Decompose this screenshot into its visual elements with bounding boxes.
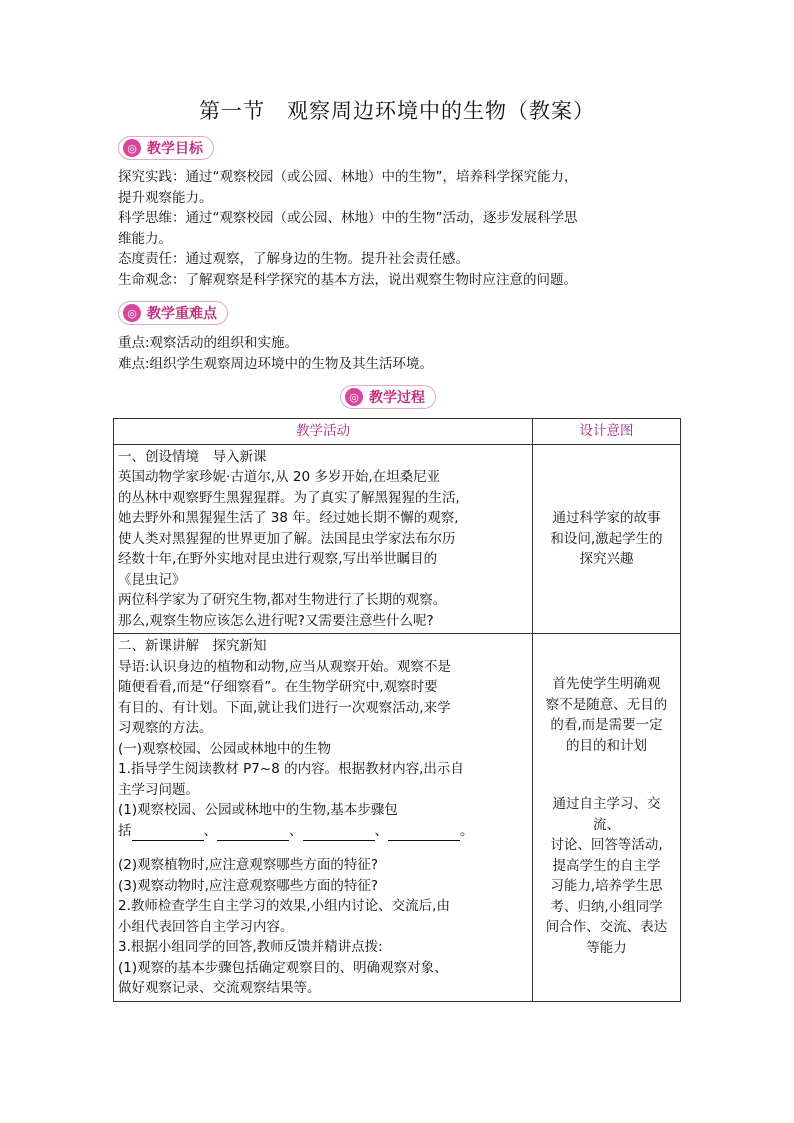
fill-blank[interactable] xyxy=(388,826,460,841)
text-line: 察不是随意、无目的 xyxy=(545,696,668,713)
text-line: 她去野外和黑猩猩生活了 38 年。经过她长期不懈的观察, xyxy=(118,510,459,526)
section-badge-icon: ◎ xyxy=(123,139,141,157)
text-line: 和设问,激起学生的 xyxy=(550,530,663,547)
section-badge-icon: ◎ xyxy=(345,388,363,406)
blank-line: 括 、 、 、 。 xyxy=(118,821,528,842)
text-line: 生命观念：了解观察是科学探究的基本方法，说出观察生物时应注意的问题。 xyxy=(118,271,577,288)
text-line: 小组代表回答自主学习内容。 xyxy=(118,918,294,935)
section-badge-icon: ◎ xyxy=(123,304,141,322)
text-line: 二、新课讲解 探究新知 xyxy=(118,638,267,654)
text-line: 使人类对黑猩猩的世界更加了解。法国昆虫学家法布尔历 xyxy=(118,530,456,547)
text-line: 探究兴趣 xyxy=(579,551,634,567)
text-line: 随便看看,而是“仔细察看”。在生物学研究中,观察时要 xyxy=(118,679,438,695)
text-line: 等能力 xyxy=(586,939,627,956)
text-line: 两位科学家为了研究生物,都对生物进行了长期的观察。 xyxy=(118,592,447,608)
text-line: 习观察的方法。 xyxy=(118,720,213,736)
text-line: 的丛林中观察野生黑猩猩群。为了真实了解黑猩猩的生活, xyxy=(118,489,460,506)
text-line: 态度责任：通过观察，了解身边的生物。提升社会责任感。 xyxy=(118,251,469,267)
goals-text xyxy=(118,167,688,290)
intent-cell xyxy=(533,634,681,1002)
text-line: 首先使学生明确观 xyxy=(552,676,661,692)
text-line: 《昆虫记》 xyxy=(118,571,186,588)
text-line: 习能力,培养学生思 xyxy=(550,878,663,894)
text-line: 有目的、有计划。下面,就让我们进行一次观察活动,来学 xyxy=(118,699,451,716)
key-points-text xyxy=(118,333,688,374)
text-line: 主学习问题。 xyxy=(118,781,199,798)
text-line: 重点:观察活动的组织和实施。 xyxy=(118,335,299,351)
column-header-activity: 教学活动 xyxy=(114,419,533,445)
text-line: 维能力。 xyxy=(118,230,172,247)
process-table xyxy=(113,418,681,1002)
table-row xyxy=(114,634,681,1002)
fill-blank[interactable] xyxy=(132,826,204,841)
text-line: 考、归纳,小组同学 xyxy=(550,898,663,915)
text-line: 间合作、交流、表达 xyxy=(545,919,668,935)
text-line: 1.指导学生阅读教材 P7~8 的内容。根据教材内容,出示自 xyxy=(118,761,464,777)
text-line: (2)观察植物时,应注意观察哪些方面的特征? xyxy=(118,857,379,873)
text-line: (1)观察校园、公园或林地中的生物,基本步骤包 xyxy=(118,802,398,818)
text-line: 提升观察能力。 xyxy=(118,189,213,206)
table-row xyxy=(114,444,681,634)
text-line: 一、创设情境 导入新课 xyxy=(118,448,267,465)
text-line: (一)观察校园、公园或林地中的生物 xyxy=(118,740,332,757)
activity-cell xyxy=(114,444,533,634)
text-line: (3)观察动物时,应注意观察哪些方面的特征? xyxy=(118,877,379,894)
activity-cell xyxy=(114,634,533,1002)
section-badge-label: 教学目标 xyxy=(147,141,203,157)
text-line: (1)观察的基本步骤包括确定观察目的、明确观察对象、 xyxy=(118,959,448,976)
section-badge-label: 教学过程 xyxy=(369,390,425,406)
text-line: 的目的和计划 xyxy=(566,737,647,754)
column-header-intent: 设计意图 xyxy=(533,419,681,445)
text-line: 做好观察记录、交流观察结果等。 xyxy=(118,980,321,996)
text-line: 科学思维：通过“观察校园（或公园、林地）中的生物”活动，逐步发展科学思 xyxy=(118,210,578,226)
text-line: 通过自主学习、交流、 xyxy=(552,796,661,833)
text-line: 通过科学家的故事 xyxy=(552,510,661,526)
text-line: 导语:认识身边的植物和动物,应当从观察开始。观察不是 xyxy=(118,658,451,675)
section-badge-label: 教学重难点 xyxy=(147,306,217,322)
text-line: 讨论、回答等活动, xyxy=(550,837,663,853)
page-title: 第一节 观察周边环境中的生物（教案） xyxy=(199,99,595,123)
text-line: 2.教师检查学生自主学习的效果,小组内讨论、交流后,由 xyxy=(118,898,450,914)
section-badge-goals xyxy=(118,136,214,160)
text-line: 英国动物学家珍妮·古道尔,从 20 多岁开始,在坦桑尼亚 xyxy=(118,469,441,485)
fill-blank[interactable] xyxy=(217,826,289,841)
text-line: 的看,而是需要一定 xyxy=(550,717,663,733)
text-line: 提高学生的自主学 xyxy=(552,857,661,874)
section-badge-key-points xyxy=(118,301,228,325)
text-line: 那么,观察生物应该怎么进行呢?又需要注意些什么呢? xyxy=(118,612,434,629)
fill-blank[interactable] xyxy=(303,826,375,841)
text-line: 难点:组织学生观察周边环境中的生物及其生活环境。 xyxy=(118,355,434,372)
text-line: 经数十年,在野外实地对昆虫进行观察,写出举世瞩目的 xyxy=(118,551,438,567)
text-line: 3.根据小组同学的回答,教师反馈并精讲点拨: xyxy=(118,939,383,955)
text-line: 探究实践：通过“观察校园（或公园、林地）中的生物”，培养科学探究能力， xyxy=(118,169,578,185)
section-badge-process xyxy=(340,385,436,409)
intent-cell xyxy=(533,444,681,634)
